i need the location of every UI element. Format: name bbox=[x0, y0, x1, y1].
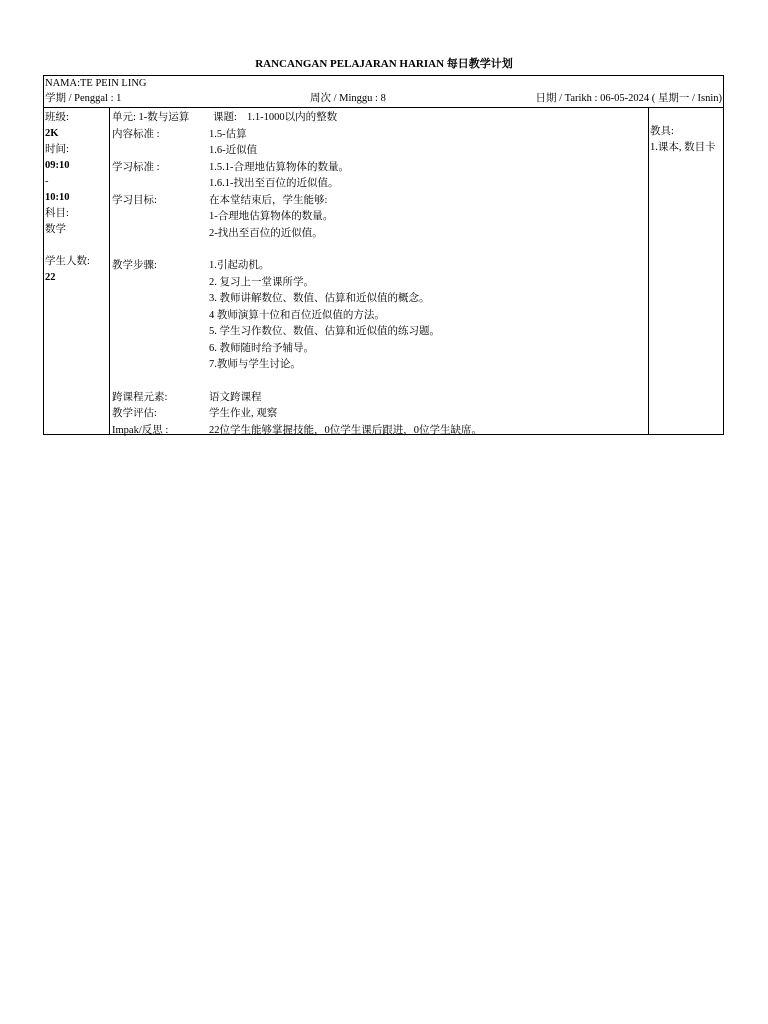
impact-value: 22位学生能够掌握技能，0位学生课后跟进，0位学生缺席。 bbox=[209, 424, 482, 436]
cross-curricular-line bbox=[110, 390, 648, 407]
class-value: 2K bbox=[45, 128, 59, 139]
teaching-aids-column bbox=[649, 108, 723, 434]
step-item: 6. 教师随时给予辅导。 bbox=[209, 342, 314, 354]
time-start: 09:10 bbox=[45, 160, 70, 171]
spacer bbox=[110, 374, 648, 390]
unit-line bbox=[110, 110, 648, 127]
learning-standard-value: 1.6.1-找出至百位的近似值。 bbox=[209, 178, 339, 189]
cross-curricular-label: 跨课程元素: bbox=[112, 391, 168, 403]
step-item: 2. 复习上一堂课所学。 bbox=[209, 276, 314, 288]
students-label: 学生人数: bbox=[45, 256, 90, 267]
learning-standard-line bbox=[110, 160, 648, 177]
cross-curricular-value: 语文跨课程 bbox=[209, 391, 262, 403]
lesson-body bbox=[44, 108, 723, 434]
subject-value: 数学 bbox=[45, 224, 66, 235]
time-label: 时间: bbox=[45, 144, 69, 155]
unit-field: 单元: 1-数与运算 bbox=[112, 112, 190, 123]
teacher-name: NAMA:TE PEIN LING bbox=[45, 78, 147, 89]
objective-line bbox=[110, 209, 648, 226]
step-line bbox=[110, 341, 648, 358]
date-field: 日期 / Tarikh : 06-05-2024 ( 星期一 / Isnin) bbox=[535, 93, 722, 104]
objective-value: 1-合理地估算物体的数量。 bbox=[209, 211, 334, 222]
lesson-plan-table bbox=[43, 75, 724, 435]
assessment-label: 教学评估: bbox=[112, 408, 157, 419]
objective-line bbox=[110, 193, 648, 210]
content-standard-line bbox=[110, 143, 648, 160]
content-standard-line bbox=[110, 127, 648, 144]
class-info-column bbox=[44, 108, 110, 434]
class-label: 班级: bbox=[45, 112, 69, 123]
spacer bbox=[110, 242, 648, 258]
step-line bbox=[110, 324, 648, 341]
step-line bbox=[110, 291, 648, 308]
step-line bbox=[110, 275, 648, 292]
spacer bbox=[45, 238, 109, 254]
content-standard-value: 1.5-估算 bbox=[209, 128, 247, 140]
objective-value: 2-找出至百位的近似值。 bbox=[209, 227, 323, 239]
step-item: 1.引起动机。 bbox=[209, 260, 270, 271]
time-end: 10:10 bbox=[45, 192, 70, 203]
content-standard-label: 内容标准 : bbox=[112, 128, 160, 140]
step-line bbox=[110, 308, 648, 325]
step-item: 7.教师与学生讨论。 bbox=[209, 359, 301, 370]
subject-label: 科目: bbox=[45, 208, 69, 219]
topic-label: 课题: bbox=[213, 112, 237, 123]
content-standard-value: 1.6-近似值 bbox=[209, 145, 258, 156]
learning-standard-label: 学习标准 : bbox=[112, 161, 160, 173]
teaching-aids-value: 1.课本, 数目卡 bbox=[650, 142, 716, 153]
term-row bbox=[44, 91, 723, 108]
students-value: 22 bbox=[45, 272, 56, 283]
steps-label: 教学步骤: bbox=[112, 260, 157, 271]
objective-line bbox=[110, 226, 648, 243]
week-field: 周次 / Minggu : 8 bbox=[310, 93, 386, 104]
step-item: 3. 教师讲解数位、数值、估算和近似值的概念。 bbox=[209, 293, 430, 304]
assessment-line bbox=[110, 406, 648, 423]
step-line bbox=[110, 258, 648, 275]
time-dash: - bbox=[45, 176, 49, 187]
lesson-details-column bbox=[110, 108, 649, 434]
term-field: 学期 / Penggal : 1 bbox=[45, 93, 122, 104]
step-item: 4 教师演算十位和百位近似值的方法。 bbox=[209, 309, 385, 321]
step-line bbox=[110, 357, 648, 374]
objective-label: 学习目标: bbox=[112, 194, 157, 206]
learning-standard-line bbox=[110, 176, 648, 193]
assessment-value: 学生作业, 观察 bbox=[209, 408, 278, 419]
learning-standard-value: 1.5.1-合理地估算物体的数量。 bbox=[209, 161, 349, 173]
step-item: 5. 学生习作数位、数值、估算和近似值的练习题。 bbox=[209, 326, 440, 337]
impact-label: Impak/反思 : bbox=[112, 424, 169, 436]
topic-value: 1.1-1000以内的整数 bbox=[247, 112, 338, 123]
impact-line bbox=[110, 423, 648, 440]
teaching-aids-label: 教具: bbox=[650, 126, 674, 137]
document-title: RANCANGAN PELAJARAN HARIAN 每日教学计划 bbox=[255, 58, 513, 70]
objective-value: 在本堂结束后，学生能够: bbox=[209, 194, 328, 206]
